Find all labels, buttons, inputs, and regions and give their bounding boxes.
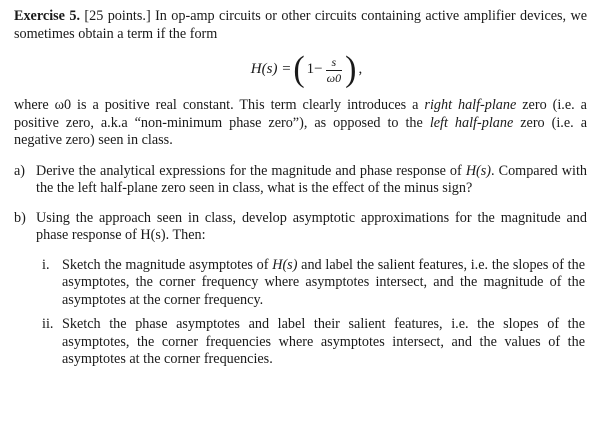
subquestion-i (14, 257, 587, 310)
fraction-denominator: ω0 (326, 70, 342, 85)
transfer-function-equation (14, 49, 587, 91)
question-b-marker: b) (14, 209, 26, 226)
question-b-text: Using the approach seen in class, develop asymptotic approximations for the magnitude and phase response of H(s). Then: (36, 209, 587, 243)
question-a-symbol: H(s) (465, 162, 492, 179)
question-b (14, 210, 587, 245)
exercise-intro (14, 8, 587, 43)
subquestion-i-text-after: and label the salient features, i.e. the slopes of the asymptotes, the corner frequency where asymptotes intersect, and the magnitude of the asymptotes at the corner frequency. (62, 256, 585, 308)
equation-trailing: , (358, 61, 363, 78)
exercise-points: [25 points.] (84, 8, 151, 24)
question-a-text-before: Derive the analytical expressions for the magnitude and phase response of (36, 162, 466, 179)
equation-one-minus: 1− (306, 61, 323, 78)
fraction-numerator: s (331, 54, 337, 69)
subquestion-i-marker: i. (42, 256, 50, 273)
description-emph-left: left half-plane (429, 114, 514, 131)
exercise-label: Exercise 5. (14, 8, 80, 24)
zero-description (14, 97, 587, 150)
description-part1: where ω0 is a positive real constant. This term clearly introduces a (14, 97, 425, 113)
subquestion-i-symbol: H(s) (272, 256, 298, 273)
subquestion-ii-text: Sketch the phase asymptotes and label their salient features, i.e. the slopes of the asymptotes, the corner frequencies where asymptotes intersect, and the values of the asymptotes at the corner frequencies. (62, 316, 585, 367)
open-paren: ( (293, 50, 305, 89)
subquestion-ii-marker: ii. (42, 316, 54, 332)
question-a (14, 163, 587, 198)
description-part2: zero (i.e. a positive zero, a.k.a “non-minimum phase zero”), as opposed to the (14, 97, 587, 131)
subquestion-ii (14, 316, 587, 369)
equation-fraction (326, 56, 342, 85)
close-paren: ) (345, 50, 357, 89)
equation-lhs: H(s) = (250, 61, 292, 78)
question-a-marker: a) (14, 162, 26, 179)
exercise-intro-text: In op-amp circuits or other circuits containing active amplifier devices, we sometimes obtain a term if the form (14, 8, 588, 42)
description-emph-right: right half-plane (424, 97, 517, 113)
question-a-text-after: . Compared with the the left half-plane zero seen in class, what is the effect of the minus sign? (36, 162, 587, 196)
description-part3: zero (i.e. a negative zero) seen in class. (14, 114, 587, 148)
subquestion-i-text-before: Sketch the magnitude asymptotes of (62, 256, 273, 273)
